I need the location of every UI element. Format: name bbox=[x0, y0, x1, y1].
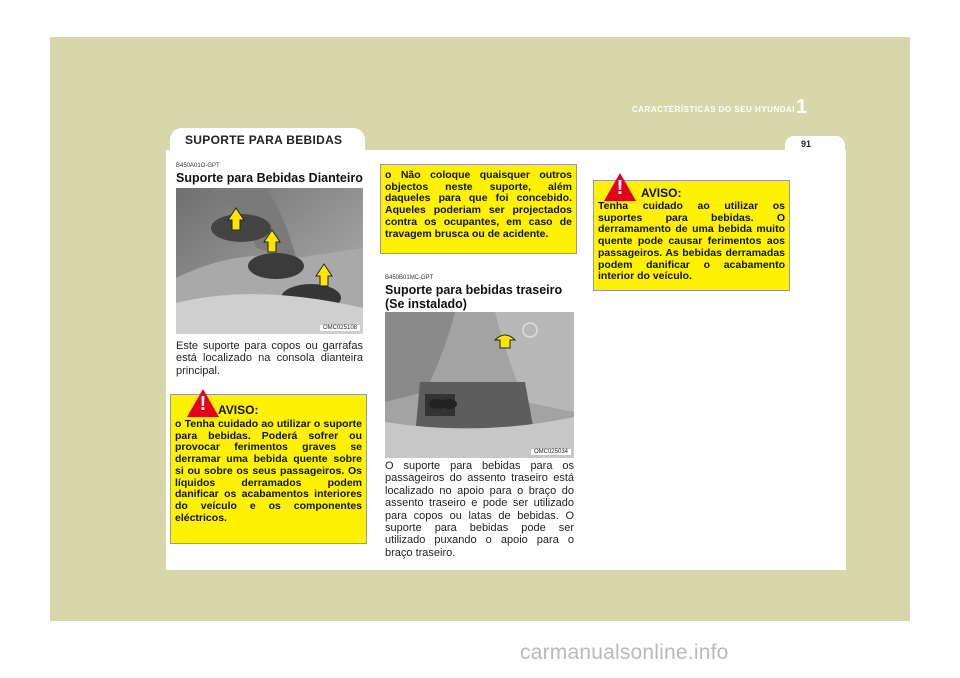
col3-warning-box bbox=[593, 177, 790, 291]
front-console-illustration bbox=[176, 188, 363, 334]
exclamation-icon: ! bbox=[199, 393, 207, 415]
exclamation-icon: ! bbox=[616, 177, 624, 199]
col2-warning-text: o Não coloque quaisquer outros objectos neste suporte, além daqueles para que foi concebido. Aqueles poderiam ser projectados contra os ocupantes, em caso de travagem brusca ou de acidente. bbox=[385, 169, 572, 240]
chapter-number: 1 bbox=[796, 96, 808, 118]
col2-heading: Suporte para bebidas traseiro (Se instalado) bbox=[385, 283, 563, 311]
chapter-title: CARACTERÍSTICAS DO SEU HYUNDAI bbox=[631, 105, 795, 114]
col1-warning-title: AVISO: bbox=[218, 403, 259, 417]
rear-seat-illustration bbox=[385, 312, 574, 458]
col3-warning-title: AVISO: bbox=[641, 186, 682, 200]
watermark: carmanualsonline.info bbox=[520, 641, 729, 664]
col1-body: Este suporte para copos ou garrafas está localizado na consola dianteira principal. bbox=[176, 340, 363, 377]
col2-warning-box bbox=[380, 164, 577, 254]
front-photo-code: OMC025108 bbox=[320, 325, 360, 331]
col1-warning-box bbox=[170, 394, 367, 544]
front-cupholder-photo bbox=[176, 188, 363, 334]
section-title: SUPORTE PARA BEBIDAS bbox=[185, 133, 343, 147]
rear-cupholder-photo bbox=[385, 312, 574, 458]
col3-warning-text: Tenha cuidado ao utilizar os suportes para bebidas. O derramamento de uma bebida muito quente pode causar ferimentos aos passageiros. As bebidas derramadas podem danificar o acabamento interior do veículo. bbox=[598, 200, 785, 283]
col1-heading: Suporte para Bebidas Dianteiro bbox=[176, 171, 363, 185]
col1-warning-text: o Tenha cuidado ao utilizar o suporte para bebidas. Poderá sofrer ou provocar ferimentos graves se derramar uma bebida quente sobre si ou sobre os seus passageiros. Os líquidos derramados podem danificar os acabamentos interiores do veículo e os componentes eléctricos. bbox=[175, 418, 362, 524]
col2-code: B450B01MC-GPT bbox=[385, 275, 434, 281]
page-number: 91 bbox=[800, 139, 811, 149]
col2-body: O suporte para bebidas para os passageiros do assento traseiro está localizado no apoio para o braço do assento traseiro e pode ser utilizado para copos ou latas de bebidas. O suporte para bebidas pode ser utilizado puxando o apoio para o braço traseiro. bbox=[385, 460, 574, 559]
rear-photo-code: OMC025034 bbox=[531, 449, 571, 455]
col1-code: B450A01O-GPT bbox=[176, 163, 220, 169]
